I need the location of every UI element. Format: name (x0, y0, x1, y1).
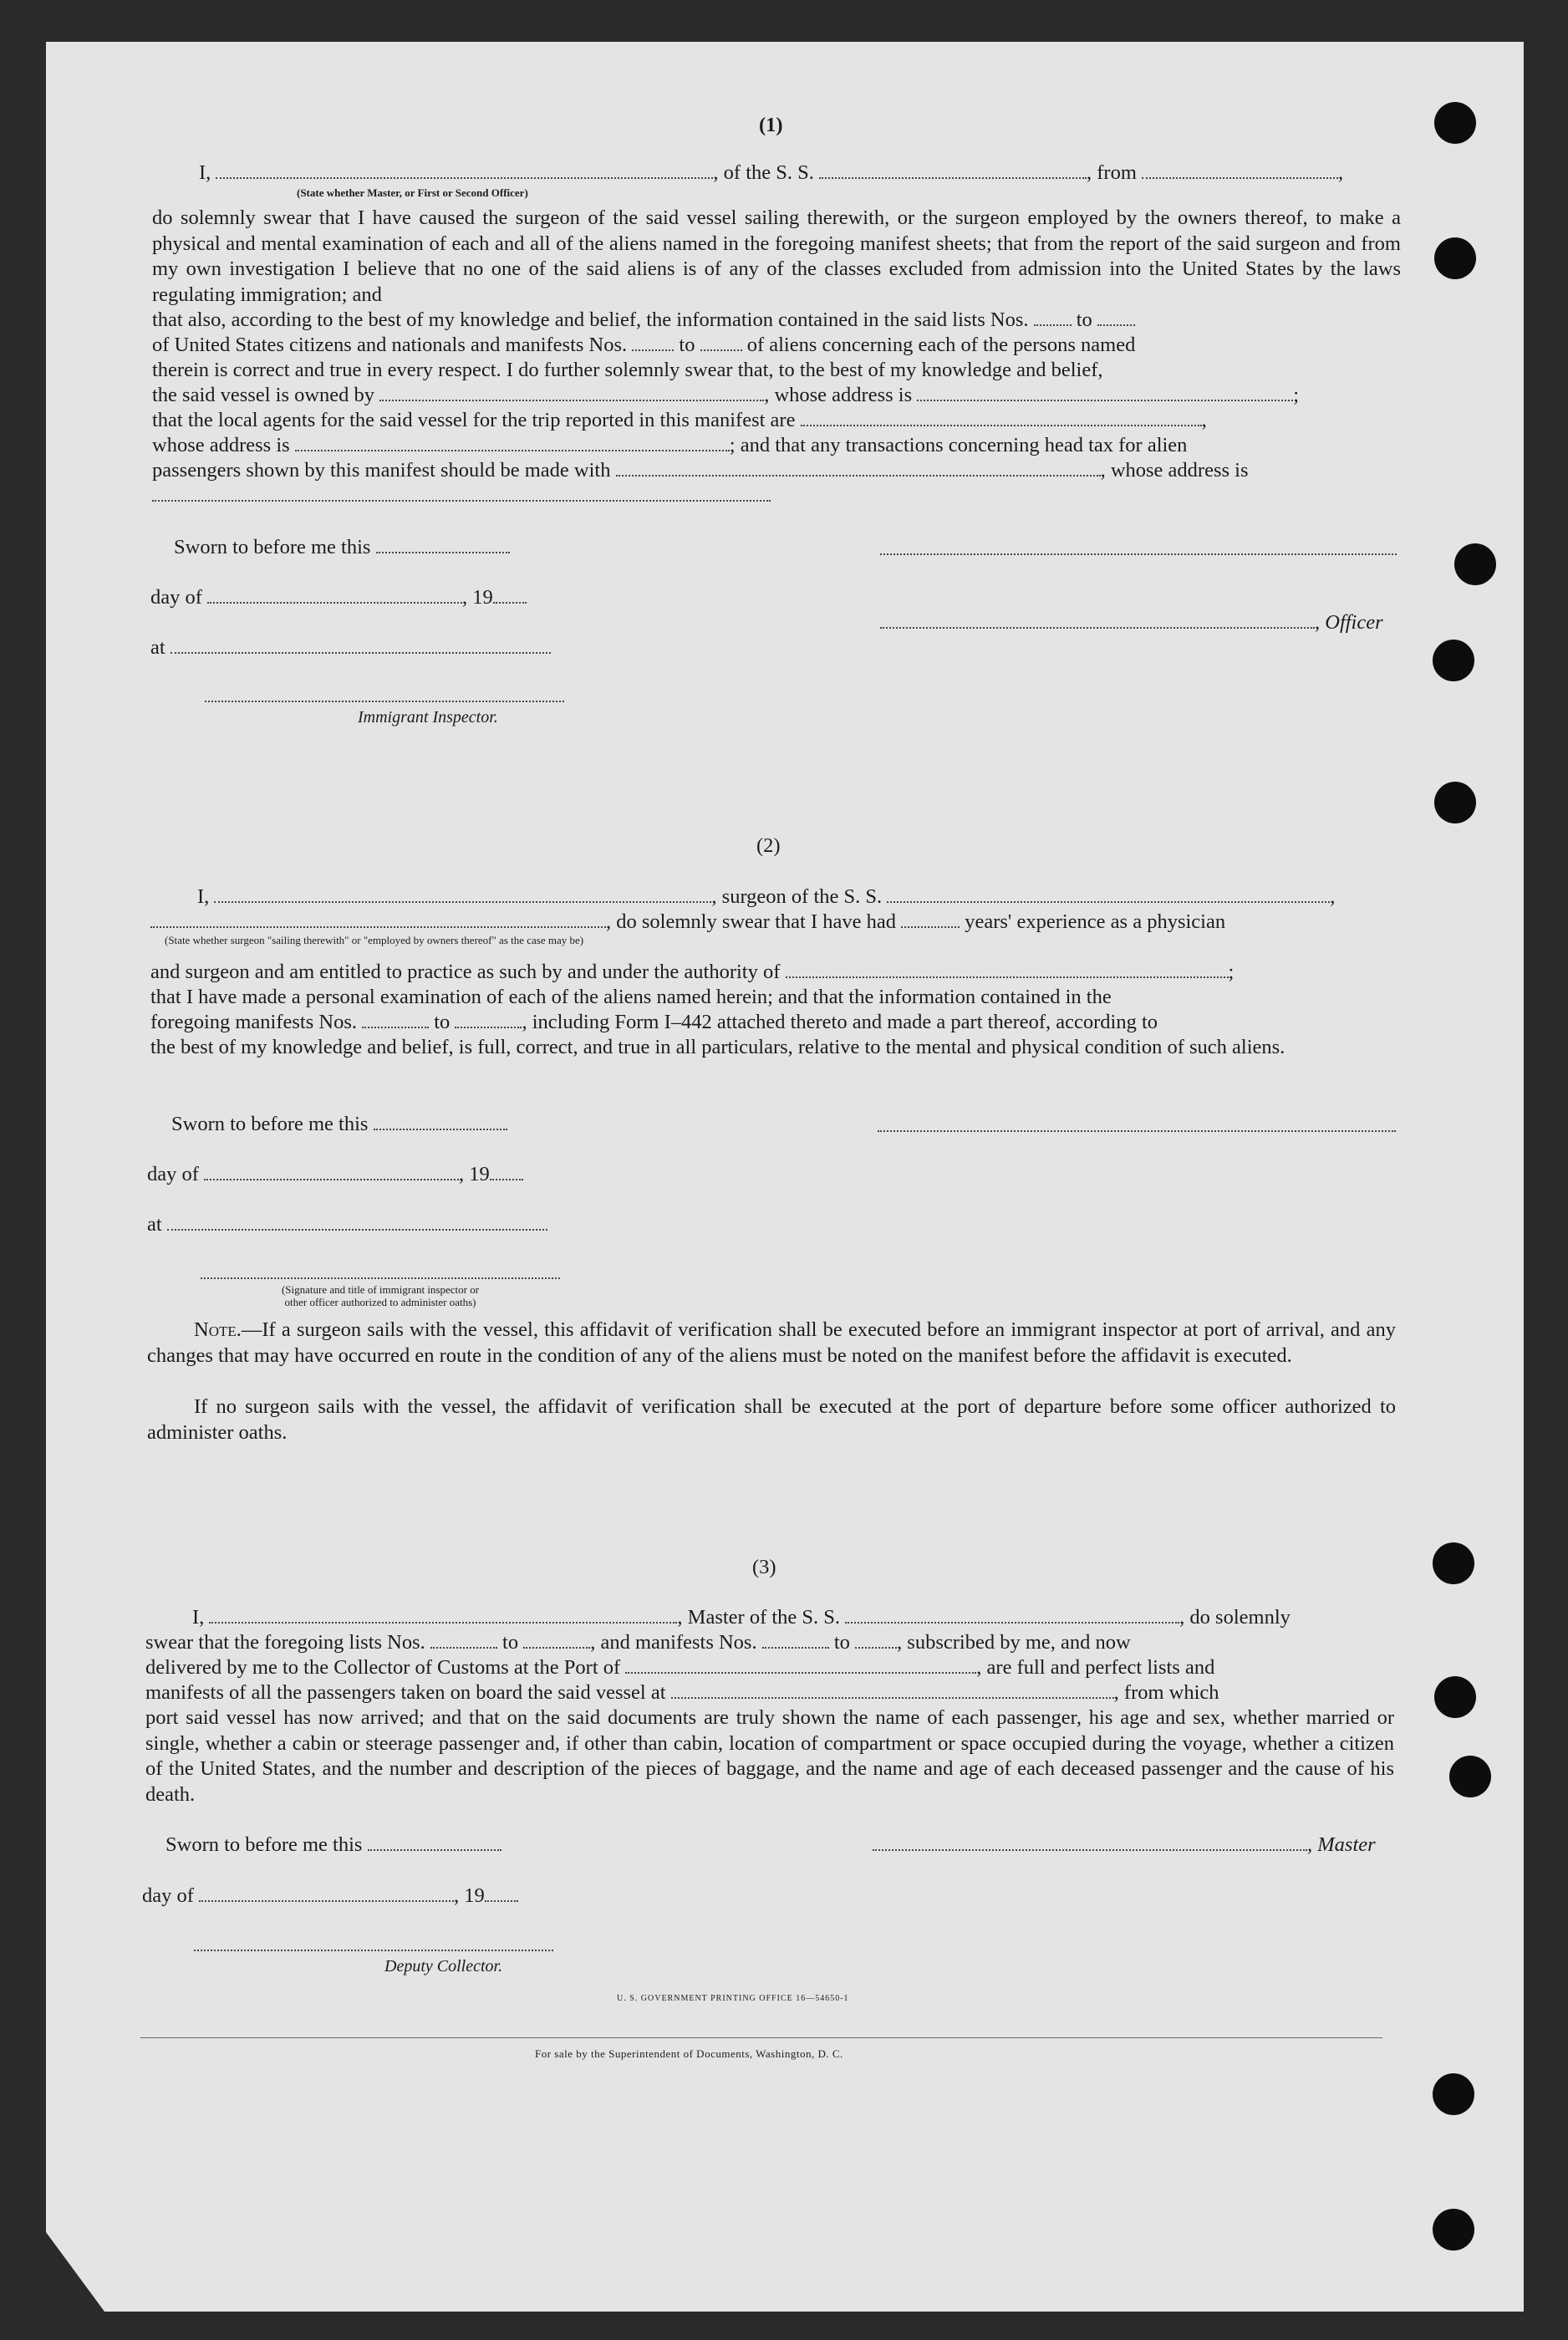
binder-hole (1433, 640, 1474, 681)
binder-hole (1434, 102, 1476, 144)
s1-line1: I, , of the S. S. , from , (199, 161, 1344, 184)
s1-line-agents: that the local agents for the said vessel for the trip reported in this manifest are , (152, 409, 1207, 431)
s2-line2: , do solemnly swear that I have had years' experience as a physician (150, 910, 1225, 935)
s3-year-blank[interactable] (485, 1884, 518, 1902)
binder-hole (1449, 1756, 1491, 1797)
s1-at: at (150, 635, 551, 660)
s1-lists-from-blank[interactable] (1034, 308, 1072, 326)
binder-hole (1433, 1542, 1474, 1584)
s3-sworn: Sworn to before me this (165, 1833, 501, 1858)
s1-owner-address-blank[interactable] (917, 383, 1293, 401)
s1-from-blank[interactable] (1142, 161, 1338, 179)
binder-hole (1433, 2073, 1474, 2115)
s2-surgeon-note: (State whether surgeon "sailing therewith" or "employed by owners thereof" as the case may be) (165, 934, 584, 946)
sale-notice: For sale by the Superintendent of Documents, Washington, D. C. (535, 2047, 843, 2060)
s3-dayof: day of , 19 (142, 1884, 518, 1909)
s3-lists-to-blank[interactable] (523, 1630, 590, 1649)
s1-sworn: Sworn to before me this (174, 535, 510, 560)
s1-agents-blank[interactable] (801, 408, 1202, 426)
s3-line3: delivered by me to the Collector of Customs at the Port of , are full and perfect lists and (145, 1656, 1215, 1679)
s2-line-manifests: foregoing manifests Nos. to , including Form I–442 attached thereto and made a part thereof, according to (150, 1011, 1158, 1033)
s2-dayof: day of , 19 (147, 1162, 523, 1187)
binder-hole (1434, 237, 1476, 279)
s1-year-blank[interactable] (493, 585, 527, 604)
s1-owner-blank[interactable] (379, 383, 764, 401)
s2-note-2: If no surgeon sails with the vessel, the affidavit of verification shall be executed at the port of departure before some officer authorized to administer oaths. (147, 1395, 1396, 1444)
s1-line-manifests: of United States citizens and nationals and manifests Nos. to of aliens concerning each of the persons named (152, 334, 1136, 356)
s1-officer-blank[interactable] (216, 161, 713, 179)
s2-year-blank[interactable] (490, 1162, 523, 1180)
s1-paragraph-1: do solemnly swear that I have caused the surgeon of the said vessel sailing therewith, or the surgeon employed by the owners thereof, to make a physical and mental examination of each and all of the aliens named in the foregoing manifest sheets; that from the report of the said surgeon and from my own investigation I believe that no one of the said aliens is of any of the classes excluded from admission into the United States by the laws regulating immigration; and (152, 206, 1401, 306)
binder-hole (1434, 1676, 1476, 1718)
s2-manifests-to-blank[interactable] (455, 1010, 522, 1028)
s2-signature-line[interactable] (878, 1130, 1396, 1132)
section-1-heading: (1) (759, 114, 783, 136)
s2-vessel-blank[interactable] (887, 885, 1330, 903)
s1-line-correct: therein is correct and true in every respect. I do further solemnly swear that, to the best of my knowledge and belief, (152, 359, 1103, 381)
s1-at-blank[interactable] (171, 635, 551, 654)
s1-lists-to-blank[interactable] (1097, 308, 1135, 326)
s2-authority-blank[interactable] (786, 960, 1229, 978)
s1-officer-signature-blank[interactable] (880, 610, 1315, 629)
s1-headtax-blank[interactable] (616, 458, 1101, 477)
s3-lists-from-blank[interactable] (430, 1630, 497, 1649)
s1-inspector-label: Immigrant Inspector. (358, 708, 498, 726)
s3-manifests-to-blank[interactable] (855, 1630, 897, 1649)
s1-line-lists: that also, according to the best of my knowledge and belief, the information contained in the said lists Nos. to (152, 308, 1135, 333)
s2-surgeon-type-blank[interactable] (150, 910, 606, 928)
s3-master-name-blank[interactable] (209, 1605, 677, 1624)
s1-manifests-to-blank[interactable] (700, 333, 742, 351)
s3-day-blank[interactable] (199, 1884, 454, 1902)
s2-years-blank[interactable] (901, 910, 960, 928)
s3-line4: manifests of all the passengers taken on board the said vessel at , from which (145, 1681, 1219, 1704)
binder-hole (1454, 543, 1496, 585)
s3-paragraph: port said vessel has now arrived; and that on the said documents are truly shown the name of each passenger, his age and sex, whether married or single, whether a cabin or steerage passenger and, if other than cabin, location of compartment or space occupied during the voyage, whether a citizen of the United States, and the number and description of the pieces of baggage, and the name and age of each deceased passenger and the cause of his death. (145, 1706, 1394, 1806)
s3-vessel-blank[interactable] (845, 1605, 1179, 1624)
s2-surgeon-name-blank[interactable] (214, 885, 711, 903)
s2-manifests-from-blank[interactable] (362, 1010, 429, 1028)
s1-signature-line[interactable] (880, 553, 1397, 555)
s3-line2: swear that the foregoing lists Nos. to , and manifests Nos. to , subscribed by me, and now (145, 1631, 1131, 1654)
section-3-heading: (3) (752, 1556, 776, 1578)
s2-line-authority: and surgeon and am entitled to practice as such by and under the authority of ; (150, 961, 1235, 983)
s1-dayof: day of , 19 (150, 585, 527, 610)
s3-master-sign: , Master (873, 1833, 1376, 1858)
s2-day-blank[interactable] (204, 1162, 459, 1180)
s2-paragraph-belief: the best of my knowledge and belief, is full, correct, and true in all particulars, relative to the mental and physical condition of such aliens. (150, 1036, 1285, 1058)
s1-manifests-from-blank[interactable] (632, 333, 674, 351)
s2-line-examination: that I have made a personal examination of each of the aliens named herein; and that the information contained in the (150, 986, 1112, 1008)
s1-day-blank[interactable] (207, 585, 462, 604)
s2-line1: I, , surgeon of the S. S. , (197, 885, 1336, 908)
s1-officer-note: (State whether Master, or First or Second Officer) (297, 186, 528, 199)
s3-port-blank[interactable] (625, 1655, 976, 1674)
s2-inspector-line[interactable] (201, 1277, 560, 1279)
s3-manifests-from-blank[interactable] (762, 1630, 829, 1649)
binder-hole (1434, 782, 1476, 823)
s2-sig-note-1: (Signature and title of immigrant inspector or (281, 1283, 480, 1296)
s3-deputy-line[interactable] (194, 1950, 553, 1951)
s3-line1: I, , Master of the S. S. , do solemnly (192, 1606, 1291, 1629)
s1-headtax-address-blank[interactable] (152, 500, 771, 502)
s2-sworn: Sworn to before me this (171, 1112, 507, 1137)
s1-line-owned: the said vessel is owned by , whose address is ; (152, 384, 1300, 406)
binder-hole (1433, 2209, 1474, 2251)
s3-taken-at-blank[interactable] (671, 1680, 1114, 1699)
s1-sworn-blank[interactable] (376, 535, 510, 553)
s2-at-blank[interactable] (167, 1212, 547, 1231)
s1-agents-address-blank[interactable] (295, 433, 730, 451)
section-2-heading: (2) (756, 834, 781, 857)
footer-rule (140, 2037, 1382, 2038)
s1-vessel-blank[interactable] (819, 161, 1087, 179)
s2-note-1: Note.—If a surgeon sails with the vessel, this affidavit of verification shall be executed before an immigrant inspector at port of arrival, and any changes that may have occurred en route in the condition of any of the aliens must be noted on the manifest before the affidavit is executed. (147, 1318, 1396, 1367)
s1-officer-sign: , Officer (880, 610, 1383, 635)
s3-sworn-blank[interactable] (368, 1833, 501, 1851)
s3-master-signature-blank[interactable] (873, 1833, 1307, 1851)
s2-sig-note-2: other officer authorized to administer oaths) (284, 1296, 476, 1308)
s2-sworn-blank[interactable] (374, 1112, 507, 1130)
printer-imprint: U. S. GOVERNMENT PRINTING OFFICE 16—54650-1 (617, 1994, 849, 2003)
s1-inspector-line[interactable] (205, 701, 564, 702)
s1-line-whose: whose address is ; and that any transactions concerning head tax for alien (152, 434, 1188, 456)
s3-deputy-label: Deputy Collector. (384, 1957, 503, 1975)
s2-at: at (147, 1212, 547, 1237)
s1-line-headtax: passengers shown by this manifest should be made with , whose address is (152, 459, 1249, 482)
